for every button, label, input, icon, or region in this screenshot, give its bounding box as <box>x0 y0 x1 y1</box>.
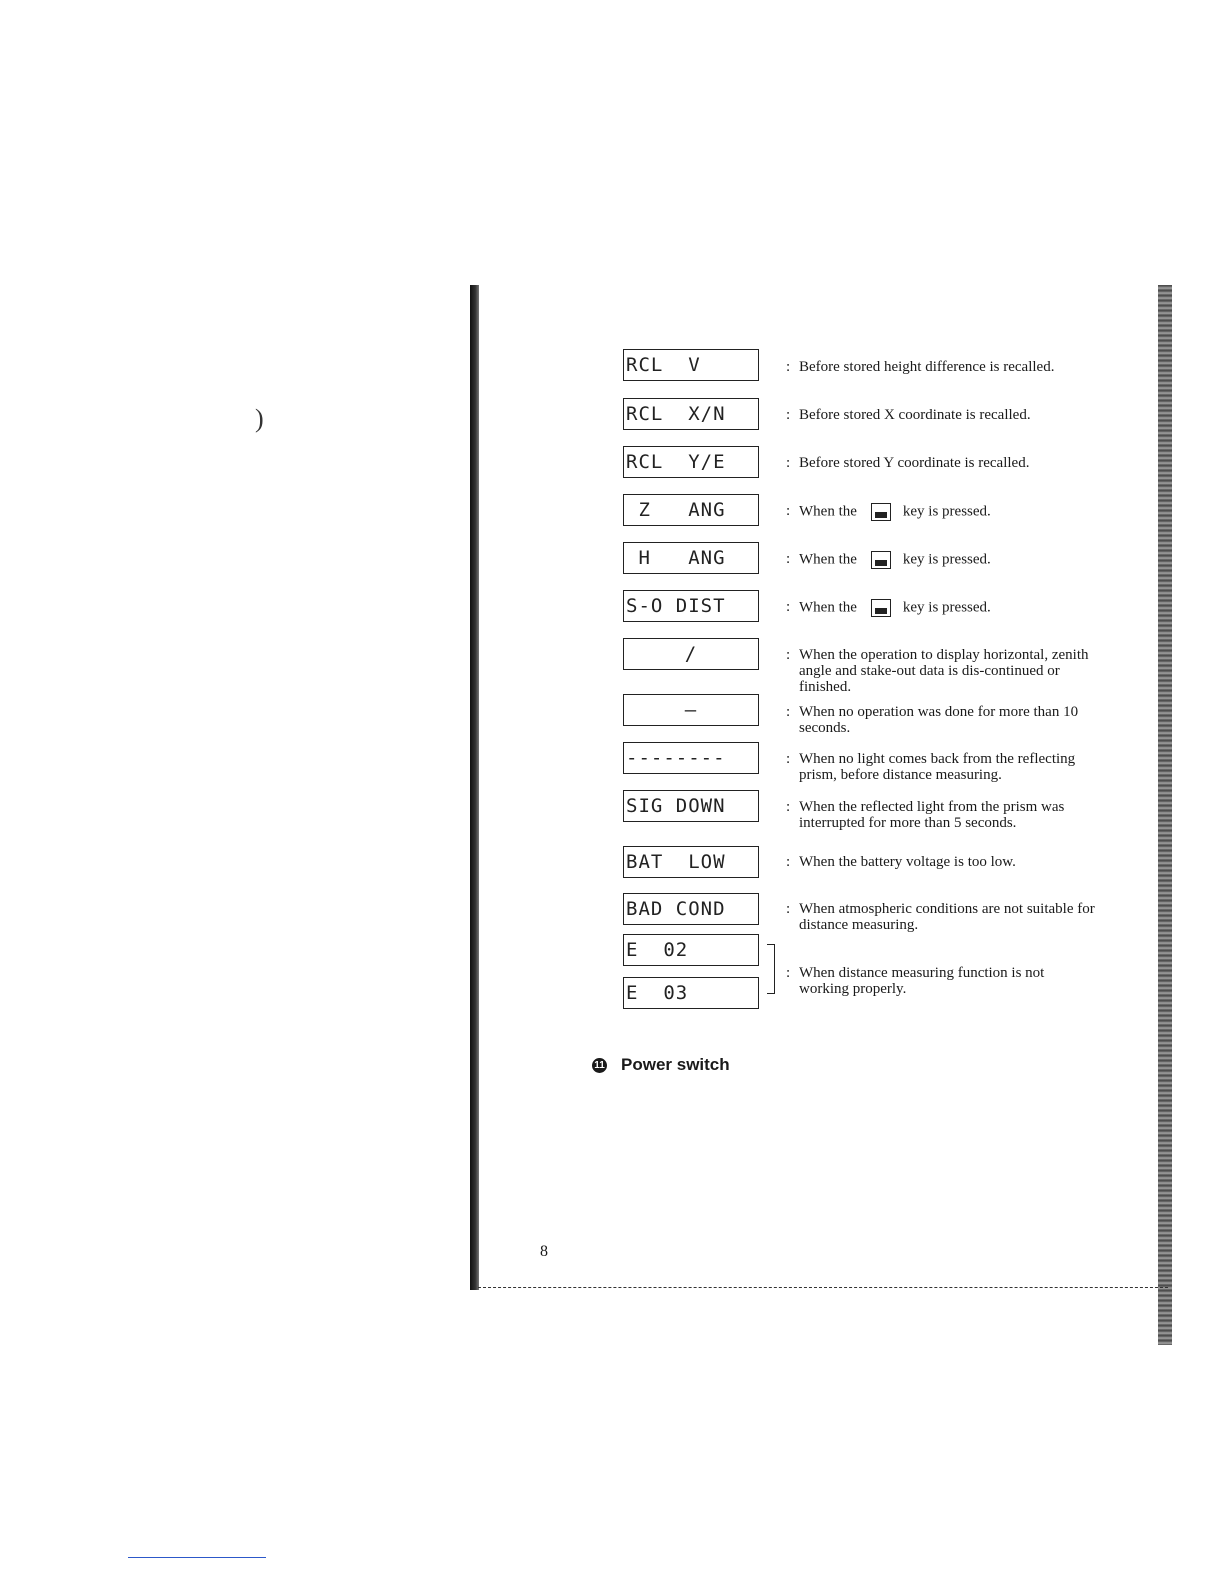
lcd-display-error-03: E 03 <box>623 977 759 1009</box>
page-number: 8 <box>540 1243 548 1260</box>
lcd-display: H ANG <box>623 542 759 574</box>
lcd-display: – <box>623 694 759 726</box>
colon: : <box>786 751 791 767</box>
scan-artifact-mark: ) <box>255 404 264 433</box>
message-text: When distance measuring function is not working properly. <box>799 965 1045 997</box>
lcd-display: RCL V <box>623 349 759 381</box>
colon: : <box>786 407 791 423</box>
message-text: When the <box>799 599 857 616</box>
message-text: Before stored X coordinate is recalled. <box>799 407 1031 423</box>
message-text: key is pressed. <box>902 503 991 520</box>
colon: : <box>786 599 791 615</box>
message-description <box>786 407 1131 423</box>
section-title: Power switch <box>621 1055 730 1074</box>
message-description <box>786 704 1116 736</box>
horizontal-angle-key-icon <box>871 551 891 569</box>
message-text: When no light comes back from the reflecting prism, before distance measuring. <box>799 751 1076 783</box>
message-description <box>786 599 1131 617</box>
lcd-display: BAT LOW <box>623 846 759 878</box>
section-number-badge: 11 <box>592 1058 607 1073</box>
lcd-display: -------- <box>623 742 759 774</box>
message-text: When the operation to display horizontal, zenith angle and stake-out data is dis-continued or finished. <box>799 647 1089 695</box>
lcd-display: S-O DIST <box>623 590 759 622</box>
message-text: Before stored height difference is recalled. <box>799 359 1055 375</box>
colon: : <box>786 965 791 981</box>
colon: : <box>786 455 791 471</box>
message-description <box>786 647 1106 695</box>
stake-out-key-icon <box>871 599 891 617</box>
page-binding-edge-left <box>470 285 479 1290</box>
lcd-display: BAD COND <box>623 893 759 925</box>
message-description <box>786 503 1131 521</box>
page-bottom-edge <box>478 1287 1168 1288</box>
message-description <box>786 901 1131 933</box>
message-text: When the battery voltage is too low. <box>799 854 1016 870</box>
colon: : <box>786 704 791 720</box>
lcd-display: Z ANG <box>623 494 759 526</box>
message-text: When the <box>799 503 857 520</box>
colon: : <box>786 901 791 917</box>
message-description <box>786 965 1086 997</box>
message-description <box>786 551 1131 569</box>
message-text: key is pressed. <box>902 551 991 568</box>
message-description <box>786 854 1131 870</box>
lcd-display: RCL X/N <box>623 398 759 430</box>
colon: : <box>786 799 791 815</box>
lcd-display: / <box>623 638 759 670</box>
lcd-display-error-02: E 02 <box>623 934 759 966</box>
lcd-display: SIG DOWN <box>623 790 759 822</box>
message-text: key is pressed. <box>902 599 991 616</box>
message-description <box>786 359 1131 375</box>
group-bracket <box>762 944 775 994</box>
colon: : <box>786 503 791 519</box>
colon: : <box>786 854 791 870</box>
colon: : <box>786 551 791 567</box>
section-heading <box>592 1055 730 1075</box>
message-text: When the reflected light from the prism was interrupted for more than 5 seconds. <box>799 799 1065 831</box>
lcd-display: RCL Y/E <box>623 446 759 478</box>
scan-artifact-line <box>128 1557 266 1558</box>
message-text: Before stored Y coordinate is recalled. <box>799 455 1030 471</box>
colon: : <box>786 359 791 375</box>
message-description <box>786 751 1116 783</box>
page-binding-edge-right <box>1158 285 1172 1345</box>
message-text: When the <box>799 551 857 568</box>
zenith-angle-key-icon <box>871 503 891 521</box>
message-description <box>786 799 1116 831</box>
message-text: When atmospheric conditions are not suitable for distance measuring. <box>799 901 1095 933</box>
colon: : <box>786 647 791 663</box>
message-description <box>786 455 1131 471</box>
message-text: When no operation was done for more than 10 seconds. <box>799 704 1079 736</box>
